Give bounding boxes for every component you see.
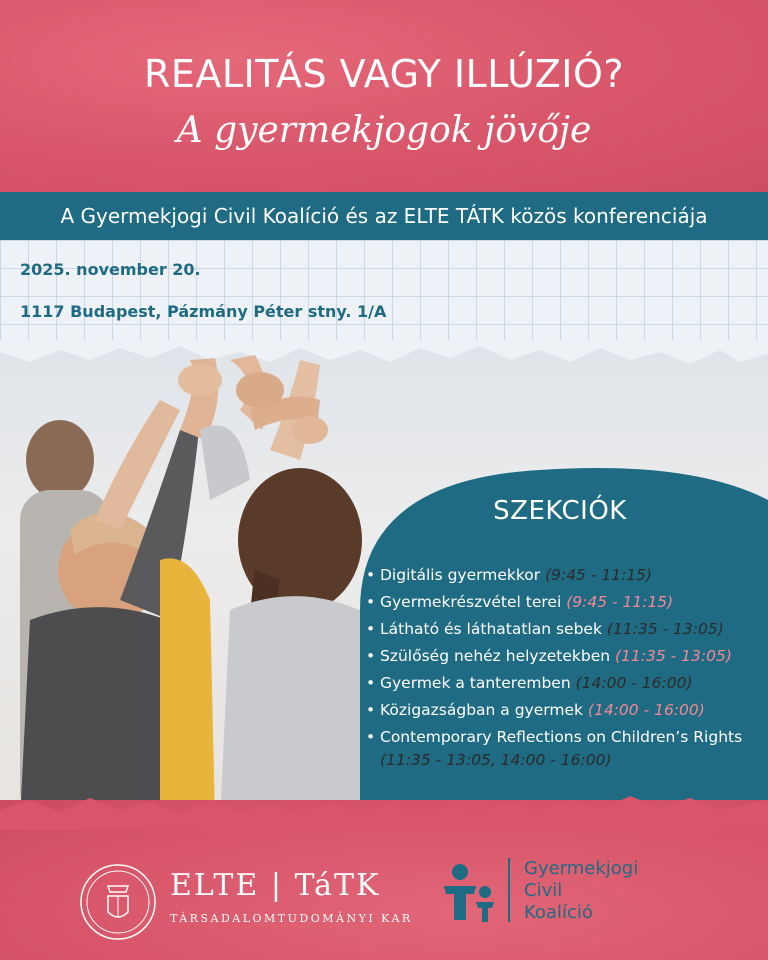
section-name: Közigazságban a gyermek <box>380 701 583 719</box>
list-item <box>380 564 764 587</box>
gyk-family-icon <box>440 858 500 924</box>
elte-logo-subtitle: TÁRSADALOMTUDOMÁNYI KAR <box>170 912 413 925</box>
event-address: 1117 Budapest, Pázmány Péter stny. 1/A <box>20 302 387 321</box>
section-name: Gyermekrészvétel terei <box>380 593 562 611</box>
section-time: (11:35 - 13:05) <box>606 620 724 638</box>
section-name: Látható és láthatatlan sebek <box>380 620 602 638</box>
torn-edge-decoration <box>0 790 768 830</box>
header-band <box>0 0 768 192</box>
sections-title: SZEKCIÓK <box>493 496 627 526</box>
section-time: (11:35 - 13:05, 14:00 - 16:00) <box>380 751 612 769</box>
list-item <box>380 672 764 695</box>
gyk-logo-line-3: Koalíció <box>524 902 593 923</box>
section-time: (14:00 - 16:00) <box>587 701 705 719</box>
section-name: Szülőség nehéz helyzetekben <box>380 647 611 665</box>
page-title: REALITÁS VAGY ILLÚZIÓ? <box>143 52 625 96</box>
section-time: (14:00 - 16:00) <box>575 674 693 692</box>
gyk-logo-line-1: Gyermekjogi <box>524 858 639 879</box>
list-item <box>380 699 764 722</box>
elte-logo-text: ELTE | TáTK <box>170 868 381 903</box>
section-time: (9:45 - 11:15) <box>545 566 653 584</box>
list-item <box>380 726 764 772</box>
page-subtitle-handwritten: A gyermekjogok jövője <box>176 110 592 151</box>
list-item <box>380 591 764 614</box>
section-name: Gyermek a tanteremben <box>380 674 571 692</box>
event-date: 2025. november 20. <box>20 260 201 279</box>
list-item <box>380 645 764 668</box>
section-time: (11:35 - 13:05) <box>615 647 732 665</box>
gyk-logo-divider <box>508 858 510 922</box>
gyk-logo-line-2: Civil <box>524 880 563 901</box>
elte-crest-icon <box>78 862 158 942</box>
list-item <box>380 618 764 641</box>
section-name: Digitális gyermekkor <box>380 566 541 584</box>
conference-subtitle: A Gyermekjogi Civil Koalíció és az ELTE TÁTK közös konferenciája <box>0 192 768 240</box>
section-name: Contemporary Reflections on Children’s Rights <box>380 728 743 746</box>
sections-list <box>380 564 764 776</box>
section-time: (9:45 - 11:15) <box>566 593 674 611</box>
